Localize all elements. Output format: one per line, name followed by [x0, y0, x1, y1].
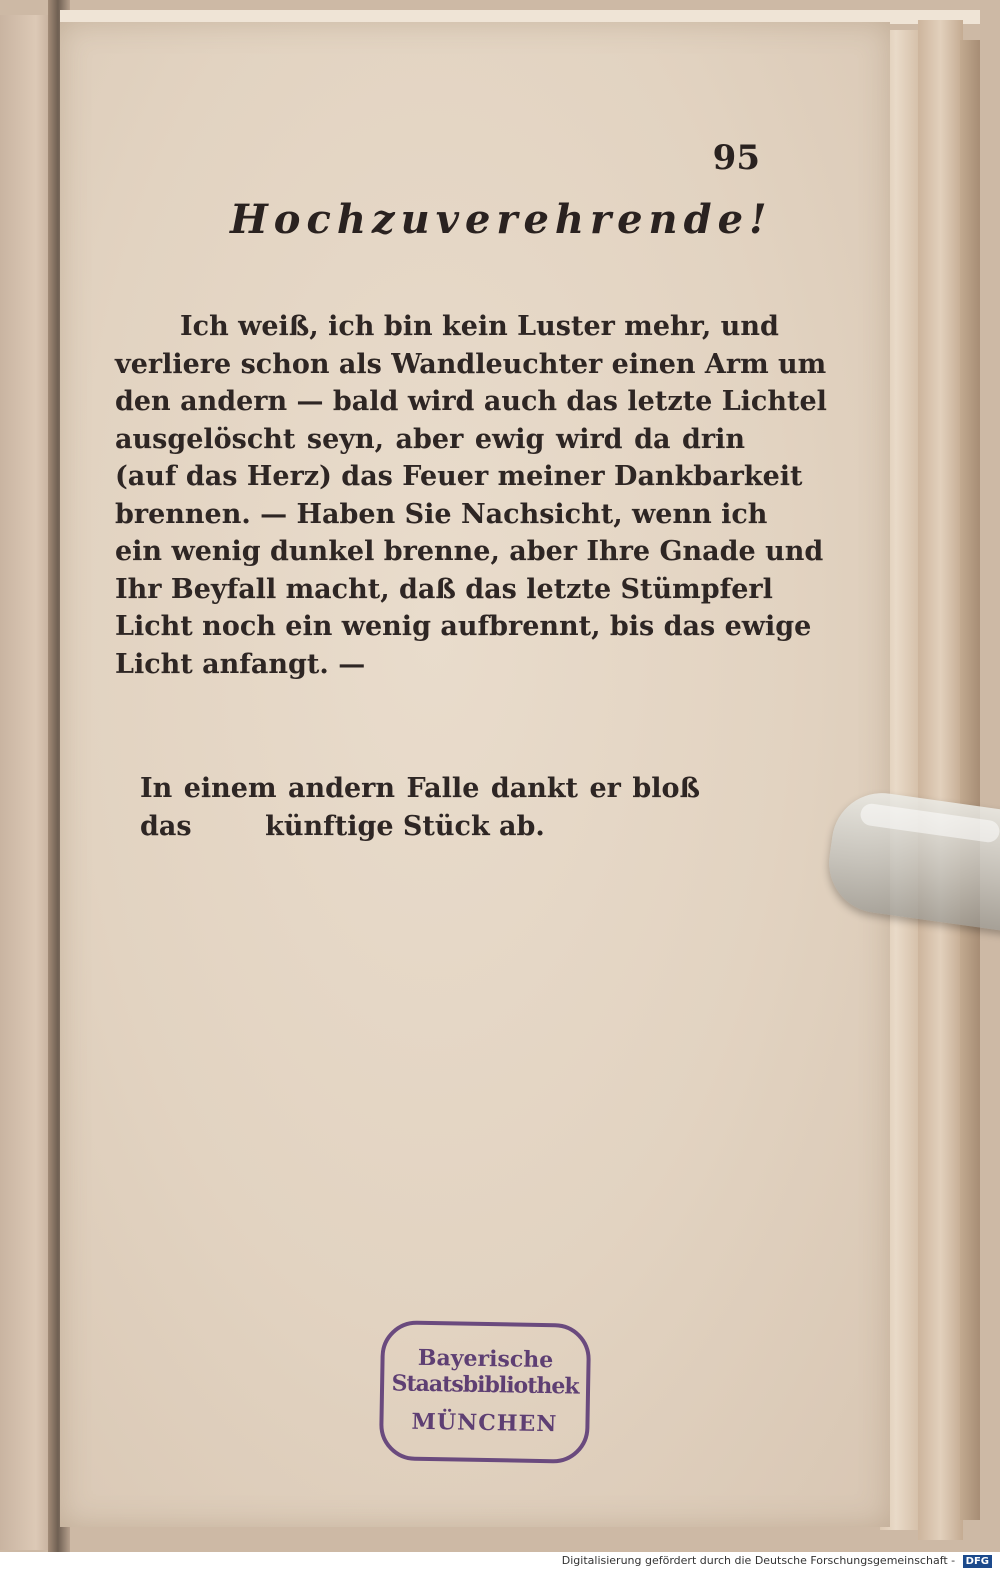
body-line: ausgelöscht seyn, aber ewig wird da drin [115, 423, 745, 455]
body-line: ein wenig dunkel brenne, aber Ihre Gnade und [115, 536, 824, 567]
body-line: Ich weiß, ich bin kein Luster mehr, und [180, 311, 779, 342]
digitization-footer [562, 1552, 992, 1569]
book-cover-edge [960, 40, 980, 1520]
body-line: Licht anfangt. — [115, 648, 366, 680]
right-page-edge-outer [918, 20, 963, 1540]
stamp-line: Staatsbibliothek [391, 1370, 579, 1400]
body-line: brennen. — Haben Sie Nachsicht, wenn ich [115, 498, 768, 530]
body-line: verliere schon als Wandleuchter einen Arm um [115, 348, 827, 380]
footer-text: Digitalisierung gefördert durch die Deutsche Forschungsgemeinschaft - [561, 1554, 956, 1567]
dfg-logo: DFG [963, 1555, 992, 1568]
stamp-line: Bayerische [417, 1344, 554, 1374]
page-heading: Hochzuverehrende! [230, 196, 773, 243]
body-line: den andern — bald wird auch das letzte Lichtel [115, 386, 827, 417]
body-line: Ihr Beyfall macht, daß das letzte Stümpferl [115, 573, 773, 605]
closing-line: künftige Stück ab. [265, 811, 545, 842]
body-line: (auf das Herz) das Feuer meiner Dankbarkeit [115, 461, 803, 492]
closing-line: In einem andern Falle dankt er bloß das [140, 773, 700, 842]
library-stamp [379, 1320, 591, 1464]
page-number: 95 [712, 138, 760, 178]
closing-note [140, 770, 700, 846]
body-paragraph [115, 308, 827, 683]
body-line: Licht noch ein wenig aufbrennt, bis das ewige [115, 611, 812, 642]
stamp-line: MÜNCHEN [411, 1408, 558, 1438]
